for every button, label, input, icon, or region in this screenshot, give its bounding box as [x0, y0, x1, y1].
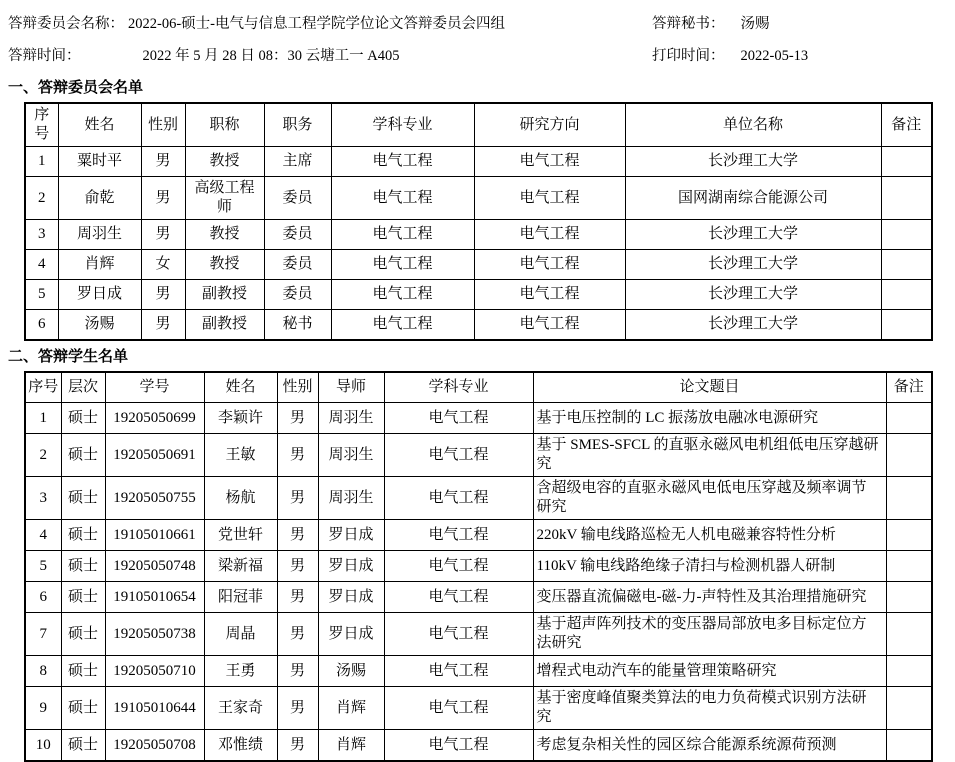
column-header: 姓名 — [58, 103, 141, 147]
table-row — [25, 403, 932, 434]
table-cell: 5 — [25, 551, 61, 582]
table-cell: 电气工程 — [384, 434, 533, 477]
table-cell — [886, 582, 932, 613]
table-cell: 含超级电容的直驱永磁风电低电压穿越及频率调节研究 — [533, 477, 886, 520]
table-cell: 高级工程师 — [185, 177, 264, 220]
column-header: 研究方向 — [474, 103, 625, 147]
table-cell: 19205050710 — [105, 656, 204, 687]
table-cell — [881, 250, 932, 280]
defense-time-value: 2022 年 5 月 28 日 08：30 云塘工一 A405 — [142, 48, 400, 64]
table-row — [25, 280, 932, 310]
table-cell: 男 — [141, 147, 185, 177]
table-cell — [886, 551, 932, 582]
table-cell — [881, 147, 932, 177]
table-cell: 电气工程 — [384, 477, 533, 520]
table-cell — [886, 687, 932, 730]
table-cell: 男 — [141, 220, 185, 250]
column-header: 职务 — [264, 103, 331, 147]
table-cell: 3 — [25, 220, 58, 250]
column-header: 性别 — [141, 103, 185, 147]
table-cell: 4 — [25, 250, 58, 280]
defense-time-label: 答辩时间： — [8, 48, 81, 64]
secretary-value: 汤赐 — [740, 16, 770, 32]
table-cell: 电气工程 — [384, 656, 533, 687]
table-cell: 电气工程 — [384, 551, 533, 582]
table-cell: 罗日成 — [318, 613, 384, 656]
committee-table — [24, 102, 933, 341]
table-cell: 李颖许 — [204, 403, 277, 434]
table-cell: 电气工程 — [474, 250, 625, 280]
table-row — [25, 147, 932, 177]
student-table — [24, 371, 933, 762]
table-cell — [881, 280, 932, 310]
column-header: 层次 — [61, 372, 105, 403]
table-cell: 汤赐 — [318, 656, 384, 687]
table-cell: 男 — [277, 613, 318, 656]
table-cell: 长沙理工大学 — [625, 147, 881, 177]
table-cell: 男 — [277, 477, 318, 520]
table-cell: 6 — [25, 582, 61, 613]
table-cell: 男 — [141, 177, 185, 220]
table-cell: 电气工程 — [384, 613, 533, 656]
table-cell: 19105010644 — [105, 687, 204, 730]
table-cell: 基于 SMES-SFCL 的直驱永磁风电机组低电压穿越研究 — [533, 434, 886, 477]
table-row — [25, 656, 932, 687]
table-cell: 罗日成 — [318, 520, 384, 551]
table-cell: 考虑复杂相关性的园区综合能源系统源荷预测 — [533, 730, 886, 762]
table-cell: 党世轩 — [204, 520, 277, 551]
column-header: 序号 — [25, 103, 58, 147]
table-cell: 长沙理工大学 — [625, 280, 881, 310]
table-cell: 阳冠菲 — [204, 582, 277, 613]
table-cell — [886, 656, 932, 687]
table-cell: 电气工程 — [331, 250, 474, 280]
table-cell: 肖辉 — [318, 730, 384, 762]
table-cell: 19205050699 — [105, 403, 204, 434]
table-cell: 男 — [277, 403, 318, 434]
column-header: 导师 — [318, 372, 384, 403]
table-cell: 俞乾 — [58, 177, 141, 220]
table-cell: 委员 — [264, 250, 331, 280]
table-cell: 基于电压控制的 LC 振荡放电融冰电源研究 — [533, 403, 886, 434]
table-cell: 长沙理工大学 — [625, 310, 881, 341]
table-cell: 电气工程 — [474, 280, 625, 310]
table-cell: 基于超声阵列技术的变压器局部放电多目标定位方法研究 — [533, 613, 886, 656]
table-cell — [881, 310, 932, 341]
table-cell — [886, 403, 932, 434]
committee-header-row — [25, 103, 932, 147]
table-cell: 110kV 输电线路绝缘子清扫与检测机器人研制 — [533, 551, 886, 582]
table-cell: 王敏 — [204, 434, 277, 477]
table-row — [25, 434, 932, 477]
table-cell: 长沙理工大学 — [625, 250, 881, 280]
table-cell: 罗日成 — [318, 582, 384, 613]
table-cell: 220kV 输电线路巡检无人机电磁兼容特性分析 — [533, 520, 886, 551]
table-cell: 王勇 — [204, 656, 277, 687]
table-cell: 2 — [25, 177, 58, 220]
table-row — [25, 310, 932, 341]
column-header: 单位名称 — [625, 103, 881, 147]
table-cell: 周羽生 — [318, 434, 384, 477]
table-cell: 主席 — [264, 147, 331, 177]
table-cell — [886, 434, 932, 477]
table-cell: 硕士 — [61, 613, 105, 656]
table-cell: 变压器直流偏磁电-磁-力-声特性及其治理措施研究 — [533, 582, 886, 613]
table-cell: 罗日成 — [58, 280, 141, 310]
secretary-label: 答辩秘书： — [652, 16, 725, 32]
table-cell: 硕士 — [61, 551, 105, 582]
table-cell: 9 — [25, 687, 61, 730]
column-header: 姓名 — [204, 372, 277, 403]
table-cell: 8 — [25, 656, 61, 687]
table-cell: 教授 — [185, 220, 264, 250]
table-cell: 男 — [277, 551, 318, 582]
table-cell: 基于密度峰值聚类算法的电力负荷模式识别方法研究 — [533, 687, 886, 730]
table-row — [25, 613, 932, 656]
table-cell — [881, 220, 932, 250]
table-cell: 委员 — [264, 220, 331, 250]
table-cell: 1 — [25, 147, 58, 177]
table-cell: 硕士 — [61, 403, 105, 434]
table-cell: 电气工程 — [384, 730, 533, 762]
table-cell: 王家奇 — [204, 687, 277, 730]
table-row — [25, 250, 932, 280]
table-cell: 硕士 — [61, 520, 105, 551]
table-cell: 硕士 — [61, 656, 105, 687]
table-cell: 杨航 — [204, 477, 277, 520]
table-cell: 男 — [141, 280, 185, 310]
table-cell: 硕士 — [61, 582, 105, 613]
table-cell: 电气工程 — [474, 310, 625, 341]
table-cell: 女 — [141, 250, 185, 280]
table-cell: 电气工程 — [384, 687, 533, 730]
table-cell: 19105010654 — [105, 582, 204, 613]
committee-name-label: 答辩委员会名称： — [8, 16, 124, 32]
table-cell: 19205050755 — [105, 477, 204, 520]
table-cell: 1 — [25, 403, 61, 434]
table-row — [25, 582, 932, 613]
column-header: 学号 — [105, 372, 204, 403]
column-header: 性别 — [277, 372, 318, 403]
table-cell: 电气工程 — [384, 582, 533, 613]
table-cell: 电气工程 — [331, 310, 474, 341]
table-cell: 男 — [277, 656, 318, 687]
table-cell: 硕士 — [61, 434, 105, 477]
table-cell: 肖辉 — [318, 687, 384, 730]
table-cell: 硕士 — [61, 687, 105, 730]
table-cell: 电气工程 — [331, 147, 474, 177]
table-cell — [886, 520, 932, 551]
table-cell: 电气工程 — [474, 220, 625, 250]
column-header: 序号 — [25, 372, 61, 403]
student-header-row — [25, 372, 932, 403]
table-cell: 电气工程 — [474, 147, 625, 177]
table-cell: 男 — [277, 730, 318, 762]
table-cell: 周晶 — [204, 613, 277, 656]
table-cell: 电气工程 — [474, 177, 625, 220]
table-cell: 委员 — [264, 280, 331, 310]
table-row — [25, 477, 932, 520]
table-cell: 教授 — [185, 250, 264, 280]
table-cell — [886, 477, 932, 520]
table-row — [25, 730, 932, 762]
column-header: 备注 — [886, 372, 932, 403]
table-cell: 汤赐 — [58, 310, 141, 341]
student-section-title: 二、答辩学生名单 — [8, 349, 129, 365]
table-cell: 周羽生 — [58, 220, 141, 250]
table-cell: 2 — [25, 434, 61, 477]
table-cell: 19105010661 — [105, 520, 204, 551]
header-line-1 — [0, 8, 955, 40]
table-cell: 男 — [277, 434, 318, 477]
table-cell: 邓惟绩 — [204, 730, 277, 762]
table-cell: 硕士 — [61, 730, 105, 762]
table-row — [25, 687, 932, 730]
table-cell: 6 — [25, 310, 58, 341]
table-cell: 男 — [141, 310, 185, 341]
table-cell: 长沙理工大学 — [625, 220, 881, 250]
table-cell: 男 — [277, 520, 318, 551]
table-cell: 男 — [277, 582, 318, 613]
table-cell: 教授 — [185, 147, 264, 177]
table-cell: 4 — [25, 520, 61, 551]
table-cell: 肖辉 — [58, 250, 141, 280]
table-cell: 19205050691 — [105, 434, 204, 477]
table-cell: 梁新福 — [204, 551, 277, 582]
table-cell: 电气工程 — [331, 220, 474, 250]
column-header: 论文题目 — [533, 372, 886, 403]
table-cell: 副教授 — [185, 280, 264, 310]
table-cell: 电气工程 — [331, 177, 474, 220]
table-cell: 5 — [25, 280, 58, 310]
column-header: 备注 — [881, 103, 932, 147]
column-header: 学科专业 — [384, 372, 533, 403]
table-cell: 电气工程 — [384, 403, 533, 434]
table-cell: 周羽生 — [318, 403, 384, 434]
table-cell — [886, 613, 932, 656]
header-line-2 — [0, 40, 955, 72]
print-time-value: 2022-05-13 — [740, 48, 809, 64]
table-cell: 10 — [25, 730, 61, 762]
table-cell: 电气工程 — [384, 520, 533, 551]
table-cell — [886, 730, 932, 762]
committee-section-title: 一、答辩委员会名单 — [8, 80, 144, 96]
table-cell: 增程式电动汽车的能量管理策略研究 — [533, 656, 886, 687]
print-time-label: 打印时间： — [652, 48, 725, 64]
table-cell: 副教授 — [185, 310, 264, 341]
table-cell: 秘书 — [264, 310, 331, 341]
table-cell: 3 — [25, 477, 61, 520]
table-cell: 国网湖南综合能源公司 — [625, 177, 881, 220]
column-header: 学科专业 — [331, 103, 474, 147]
table-cell: 电气工程 — [331, 280, 474, 310]
table-row — [25, 520, 932, 551]
committee-name-value: 2022-06-硕士-电气与信息工程学院学位论文答辩委员会四组 — [128, 16, 505, 32]
table-row — [25, 177, 932, 220]
table-row — [25, 220, 932, 250]
table-cell: 19205050708 — [105, 730, 204, 762]
table-cell: 周羽生 — [318, 477, 384, 520]
table-cell: 委员 — [264, 177, 331, 220]
table-cell: 硕士 — [61, 477, 105, 520]
table-row — [25, 551, 932, 582]
table-cell: 19205050748 — [105, 551, 204, 582]
table-cell: 罗日成 — [318, 551, 384, 582]
table-cell: 19205050738 — [105, 613, 204, 656]
table-cell: 7 — [25, 613, 61, 656]
table-cell: 粟时平 — [58, 147, 141, 177]
column-header: 职称 — [185, 103, 264, 147]
table-cell — [881, 177, 932, 220]
table-cell: 男 — [277, 687, 318, 730]
